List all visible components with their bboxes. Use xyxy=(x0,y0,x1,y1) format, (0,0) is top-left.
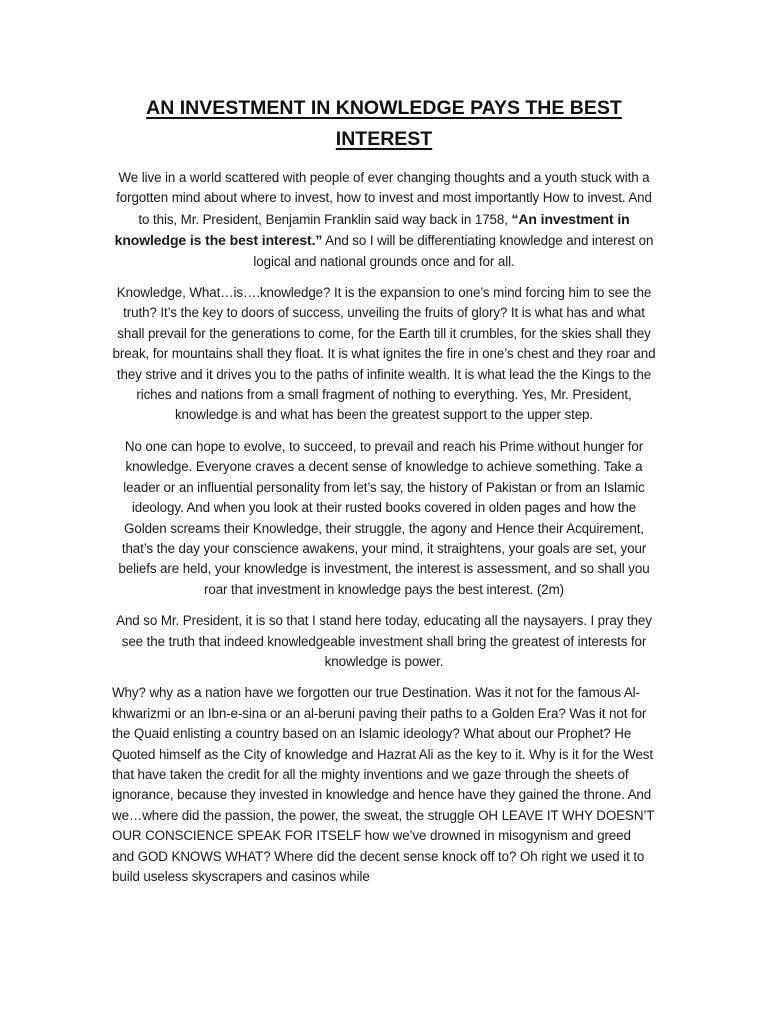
paragraph-naysayers: And so Mr. President, it is so that I stand here today, educating all the naysayers. I pray they see the truth that indeed knowledgeable investment shall bring the greatest of interests for knowledge is power. xyxy=(116,613,652,669)
paragraph-nation: Why? why as a nation have we forgotten our true Destination. Was it not for the famous Al-khwarizmi or an Ibn-e-sina or an al-beruni paving their paths to a Golden Era? Was it not for the Quaid enlisting a country based on an Islamic ideology? What about our Prophet? He Quoted himself as the City of knowledge and Hazrat Ali as the key to it. Why is it for the West that have taken the credit for all the mighty inventions and we gaze through the sheets of ignorance, because they invested in knowledge and hence have they gained the throne. And we…where did the passion, the power, the sweat, the struggle OH LEAVE IT WHY DOESN’T OUR CONSCIENCE SPEAK FOR ITSELF how we’ve drowned in misogynism and greed and GOD KNOWS WHAT? Where did the decent sense knock off to? Oh right we used it to build useless skyscrapers and casinos while xyxy=(112,685,655,884)
paragraph-knowledge: Knowledge, What…is….knowledge? It is the expansion to one’s mind forcing him to see the truth? It’s the key to doors of success, unveiling the fruits of glory? It is what has and what shall prevail for the generations to come, for the Earth till it crumbles, for the skies shall they break, for mountains shall they float. It is what ignites the fire in one’s chest and they roar and they strive and it drives you to the paths of infinite wealth. It is what lead the the Kings to the riches and nations from a small fragment of nothing to everything. Yes, Mr. President, knowledge is and what has been the greatest support to the upper step. xyxy=(112,285,656,423)
document-title: AN INVESTMENT IN KNOWLEDGE PAYS THE BEST INTEREST xyxy=(146,97,622,150)
paragraph-intro-text: We live in a world scattered with people of ever changing thoughts and a youth stuck with a forgotten mind about where to invest, how to invest and most importantly How to invest. And to this, Mr. President, Benjamin Franklin said way back in 1758, xyxy=(116,170,652,227)
franklin-quote: “An investment in knowledge is the best interest.” xyxy=(114,210,630,249)
paragraph-hunger: No one can hope to evolve, to succeed, to prevail and reach his Prime without hunger for knowledge. Everyone craves a decent sense of knowledge to achieve something. Take a leader or an influential personality from let’s say, the history of Pakistan or from an Islamic ideology. And when you look at their rusted books covered in olden pages and how the Golden screams their Knowledge, their struggle, the agony and Hence their Acquirement, that’s the day your conscience awakens, your mind, it straightens, your goals are set, your beliefs are held, your knowledge is investment, the interest is assessment, and so shall you roar that investment in knowledge pays the best interest. (2m) xyxy=(118,438,650,597)
paragraph-intro xyxy=(112,168,656,272)
document-body xyxy=(112,93,656,898)
paragraph-intro-closing: And so I will be differentiating knowledge and interest on logical and national grounds once and for all. xyxy=(253,233,654,269)
